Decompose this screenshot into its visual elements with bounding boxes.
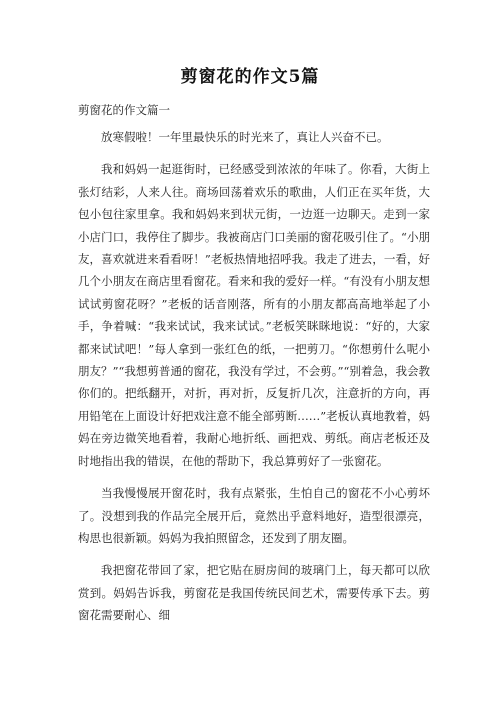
paragraph-1: 放寒假啦！一年里最快乐的时光来了，真让人兴奋不已。: [101, 130, 389, 144]
paragraph-4: 我把窗花带回了家，把它贴在厨房间的玻璃门上，每天都可以欣赏到。妈妈告诉我，剪窗花是我国传统民间艺术，需要传承下去。剪窗花需要耐心、细: [78, 563, 430, 623]
paragraph-3: 当我慢慢展开窗花时，我有点紧张，生怕自己的窗花不小心剪坏了。没想到我的作品完全展开后，竟然出乎意料地好，造型很漂亮，构思也很新颖。妈妈为我拍照留念，还发到了朋友圈。: [78, 486, 430, 545]
paragraph-2: 我和妈妈一起逛街时，已经感受到浓浓的年味了。你看，大街上张灯结彩，人来人往。商场回荡着欢乐的歌曲，人们正在买年货，大包小包往家里拿。我和妈妈来到状元街，一边逛一边聊天。走到一家小店门口，我停住了脚步。我被商店门口美丽的窗花吸引住了。“小朋友，喜欢就进来看看呀！”老板热情地招呼我。我走了进去，一看，好几个小朋友在商店里看窗花。看来和我的爱好一样。“有没有小朋友想试试剪窗花呀？”老板的话音刚落，所有的小朋友都高高地举起了小手，争着喊：“我来试试，我来试试。”老板笑眯眯地说：“好的，大家都来试试吧！”每人拿到一张红色的纸，一把剪刀。“你想剪什么呢小朋友？”“我想剪普通的窗花，我没有学过，不会剪。”“别着急，我会教你们的。把纸翻开，对折，再对折，反复折几次，注意折的方向，再用铅笔在上面设计好把戏注意不能全部剪断……”老板认真地教着，妈妈在旁边微笑地看着，我耐心地折纸、画把戏、剪纸。商店老板还及时地指出我的错误，在他的帮助下，我总算剪好了一张窗花。: [78, 162, 430, 468]
document-body: [78, 126, 430, 627]
document-title: 剪窗花的作文5篇: [180, 67, 320, 87]
section-heading: 剪窗花的作文篇一: [78, 103, 170, 117]
